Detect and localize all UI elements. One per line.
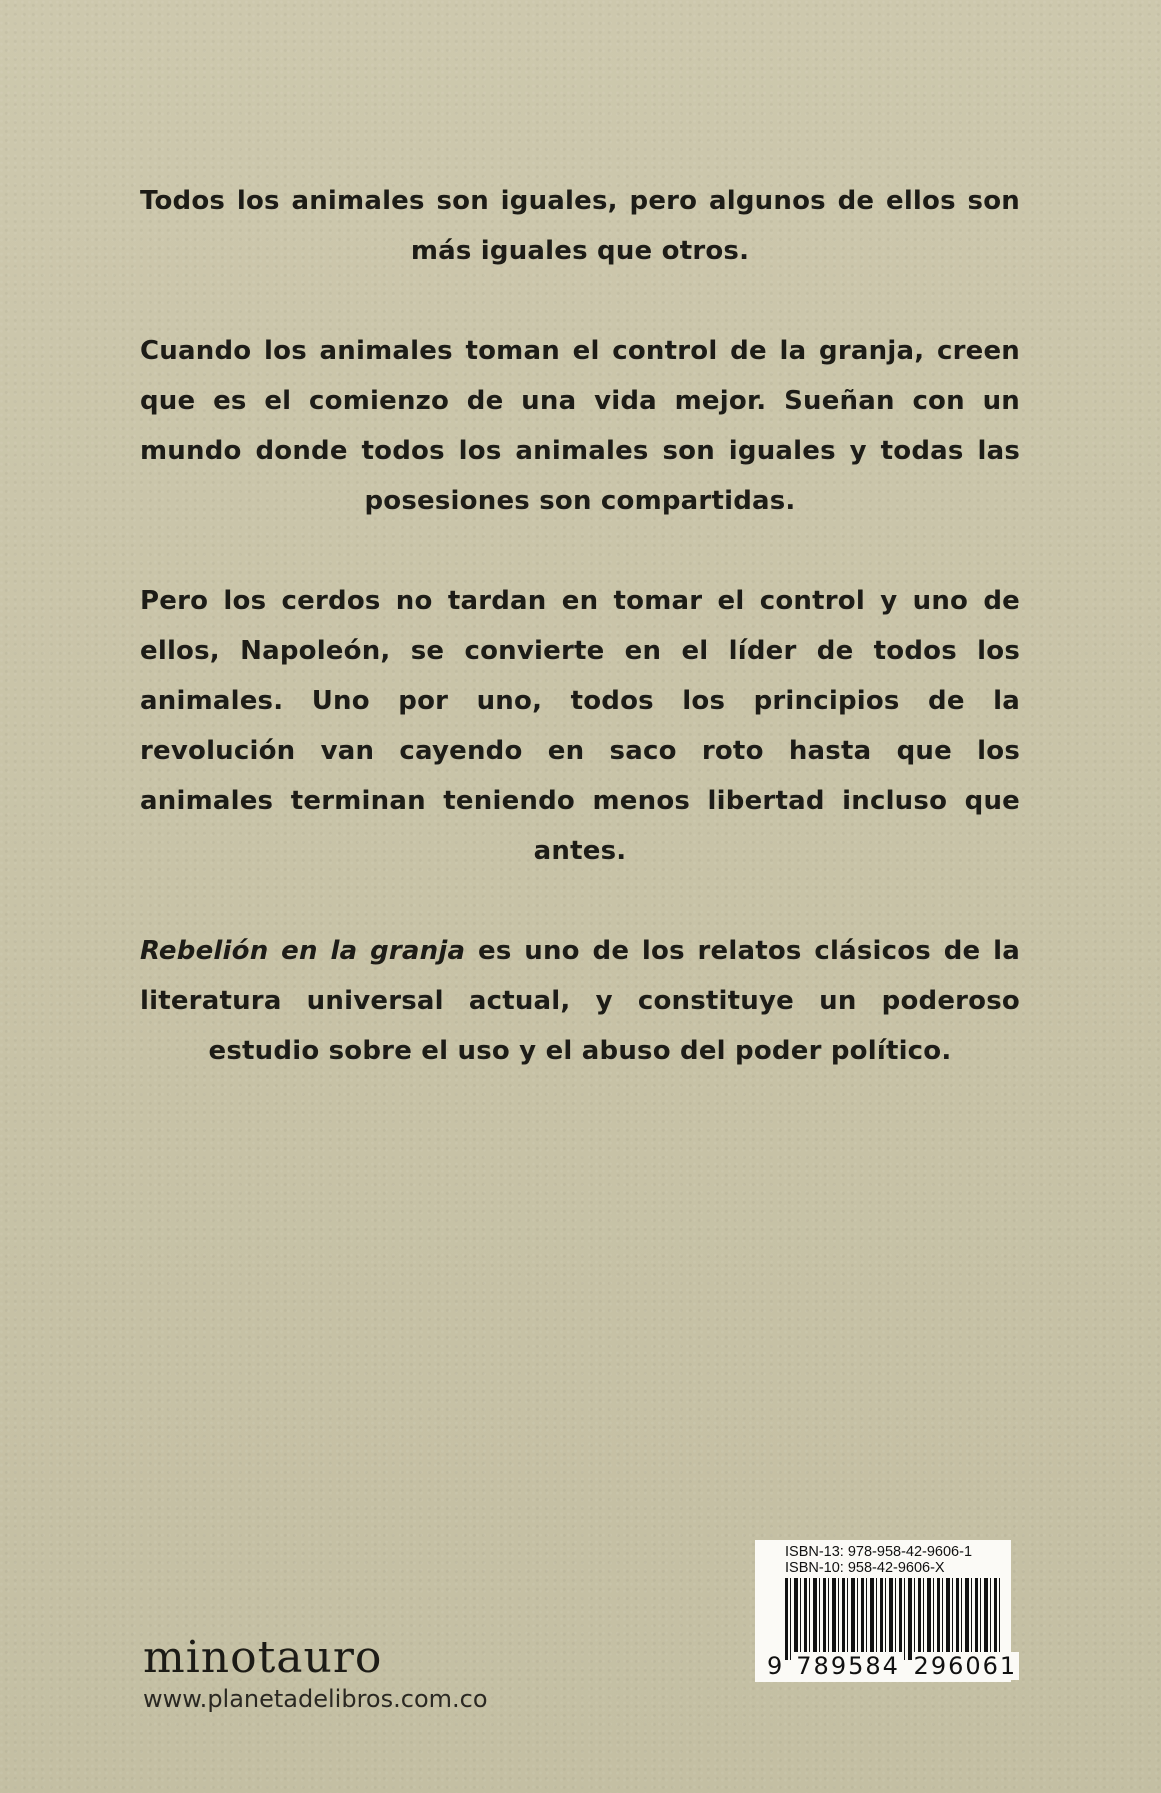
barcode-group-1: 789584 xyxy=(796,1652,900,1680)
barcode-group-2: 296061 xyxy=(913,1652,1018,1680)
epigraph-paragraph: Todos los animales son iguales, pero algunos de ellos son más iguales que otros. xyxy=(140,186,1020,266)
synopsis-paragraph-1: Cuando los animales toman el control de la granja, creen que es el comienzo de una vida mejor. Sueñan con un mundo donde todos los animales son iguales y todas las posesiones son compartidas. xyxy=(140,336,1020,516)
synopsis-paragraph-3 xyxy=(140,926,1020,1076)
synopsis-paragraph-2: Pero los cerdos no tardan en tomar el control y uno de ellos, Napoleón, se convierte en el líder de todos los animales. Uno por uno, todos los principios de la revolución van cayendo en saco roto hasta que los animales terminan teniendo menos libertad incluso que antes. xyxy=(140,586,1020,866)
isbn-10: ISBN-10: 958-42-9606-X xyxy=(785,1560,945,1576)
publisher-website: www.planetadelibros.com.co xyxy=(143,1685,488,1713)
publisher-logo: minotauro xyxy=(143,1632,383,1683)
synopsis-text: es uno de los relatos clásicos de la literatura universal actual, y constituye un poderoso estudio sobre el uso y el abuso del poder político. xyxy=(140,936,1020,1066)
barcode-icon xyxy=(785,1578,1000,1660)
barcode-lead-digit: 9 xyxy=(767,1652,785,1680)
blurb xyxy=(140,176,1020,1076)
isbn-13: ISBN-13: 978-958-42-9606-1 xyxy=(785,1544,973,1560)
isbn-barcode-label xyxy=(755,1540,1018,1682)
barcode-digits xyxy=(767,1652,1019,1680)
book-title: Rebelión en la granja xyxy=(140,936,466,966)
